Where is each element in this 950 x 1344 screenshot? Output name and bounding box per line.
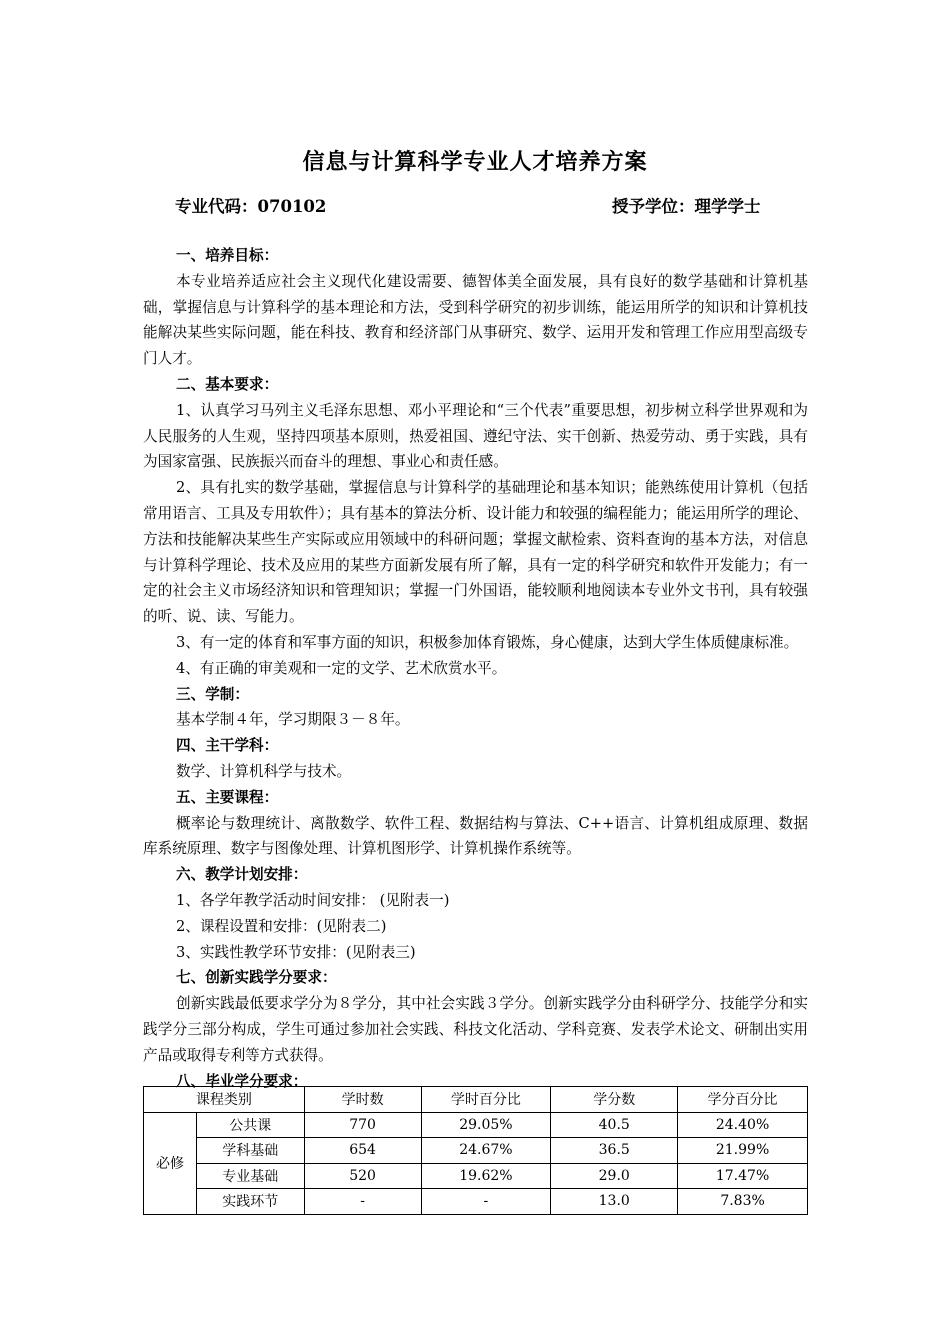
table-cell: 770: [304, 1112, 421, 1138]
requirement-item: 3、有一定的体育和军事方面的知识，积极参加体育锻炼，身心健康，达到大学生体质健康标准。: [176, 633, 799, 651]
section-text-disciplines: 数学、计算机科学与技术。: [176, 762, 352, 780]
table-row: [144, 1112, 808, 1138]
table-cell: 29.05%: [421, 1112, 551, 1138]
table-cell: 24.67%: [421, 1138, 551, 1164]
major-code: 专业代码：070102: [175, 197, 327, 216]
table-cell: 24.40%: [678, 1112, 808, 1138]
table-cell: 520: [304, 1163, 421, 1189]
table-cell: 7.83%: [678, 1189, 808, 1215]
document-body: [143, 243, 808, 1094]
schedule-item: 2、课程设置和安排：(见附表二): [176, 917, 387, 935]
table-row: [144, 1163, 808, 1189]
section-heading-credits: 八、毕业学分要求：: [176, 1072, 308, 1090]
section-text-courses: 概率论与数理统计、离散数学、软件工程、数据结构与算法、C++语言、计算机组成原理、数据库系统原理、数字与图像处理、计算机图形学、计算机操作系统等。: [143, 814, 808, 858]
table-cell: 36.5: [551, 1138, 678, 1164]
table-cell: 21.99%: [678, 1138, 808, 1164]
degree-awarded: 授予学位：理学学士: [612, 197, 761, 216]
table-row: [144, 1138, 808, 1164]
table-cell: 654: [304, 1138, 421, 1164]
table-cell: 17.47%: [678, 1163, 808, 1189]
document-title: 信息与计算科学专业人才培养方案: [302, 149, 648, 175]
group-cell: 必修: [144, 1112, 197, 1214]
header-cell: 学时数: [304, 1087, 421, 1113]
table-header-row: [144, 1087, 808, 1113]
section-heading-courses: 五、主要课程：: [176, 788, 279, 806]
header-cell: 课程类别: [144, 1087, 305, 1113]
table-cell: 专业基础: [196, 1163, 304, 1189]
schedule-item: 3、实践性教学环节安排：(见附表三): [176, 943, 416, 961]
section-heading-schedule: 六、教学计划安排：: [176, 866, 308, 884]
schedule-item: 1、各学年教学活动时间安排： (见附表一): [176, 891, 450, 909]
table-cell: -: [304, 1189, 421, 1215]
requirement-item: 2、具有扎实的数学基础，掌握信息与计算科学的基础理论和基本知识；能熟练使用计算机（包括常用语言、工具及专用软件）；具有基本的算法分析、设计能力和较强的编程能力；能运用所学的理论、方法和技能解决某些生产实际或应用领域中的科研问题；掌握文献检索、资料查询的基本方法，对信息与计算科学理论、技术及应用的某些方面新发展有所了解，具有一定的科学研究和软件开发能力；有一定的社会主义市场经济知识和管理知识；掌握一门外国语，能较顺利地阅读本专业外文书刊，具有较强的听、说、读、写能力。: [143, 479, 808, 626]
table-cell: 40.5: [551, 1112, 678, 1138]
requirement-item: 1、认真学习马列主义毛泽东思想、邓小平理论和“三个代表”重要思想，初步树立科学世界观和为人民服务的人生观，坚持四项基本原则，热爱祖国、遵纪守法、实干创新、热爱劳动、勇于实践，具有为国家富强、民族振兴而奋斗的理想、事业心和责任感。: [143, 401, 808, 471]
section-text-innovation: 创新实践最低要求学分为８学分，其中社会实践３学分。创新实践学分由科研学分、技能学分和实践学分三部分构成，学生可通过参加社会实践、科技文化活动、学科竞赛、发表学术论文、研制出实用产品或取得专利等方式获得。: [143, 995, 808, 1064]
table-row: [144, 1189, 808, 1215]
table-cell: 13.0: [551, 1189, 678, 1215]
section-text-goals: 本专业培养适应社会主义现代化建设需要、德智体美全面发展，具有良好的数学基础和计算机基础，掌握信息与计算科学的基本理论和方法，受到科学研究的初步训练，能运用所学的知识和计算机技能解决某些实际问题，能在科技、教育和经济部门从事研究、数学、运用开发和管理工作应用型高级专门人才。: [143, 272, 808, 368]
section-heading-requirements: 二、基本要求：: [176, 375, 279, 393]
requirement-item: 4、有正确的审美观和一定的文学、艺术欣赏水平。: [176, 659, 507, 677]
section-heading-innovation: 七、创新实践学分要求：: [176, 969, 337, 987]
header-cell: 学分百分比: [678, 1087, 808, 1113]
table-cell: 学科基础: [196, 1138, 304, 1164]
section-heading-goals: 一、培养目标：: [176, 247, 279, 264]
table-cell: 29.0: [551, 1163, 678, 1189]
table-cell: 19.62%: [421, 1163, 551, 1189]
header-cell: 学分数: [551, 1087, 678, 1113]
header-cell: 学时百分比: [421, 1087, 551, 1113]
section-heading-disciplines: 四、主干学科：: [176, 737, 279, 755]
table-cell: 公共课: [196, 1112, 304, 1138]
section-text-duration: 基本学制４年，学习期限３－８年。: [176, 711, 410, 729]
table-cell: 实践环节: [196, 1189, 304, 1215]
table-cell: -: [421, 1189, 551, 1215]
credit-table: [143, 1086, 808, 1215]
section-heading-duration: 三、学制：: [176, 685, 249, 703]
